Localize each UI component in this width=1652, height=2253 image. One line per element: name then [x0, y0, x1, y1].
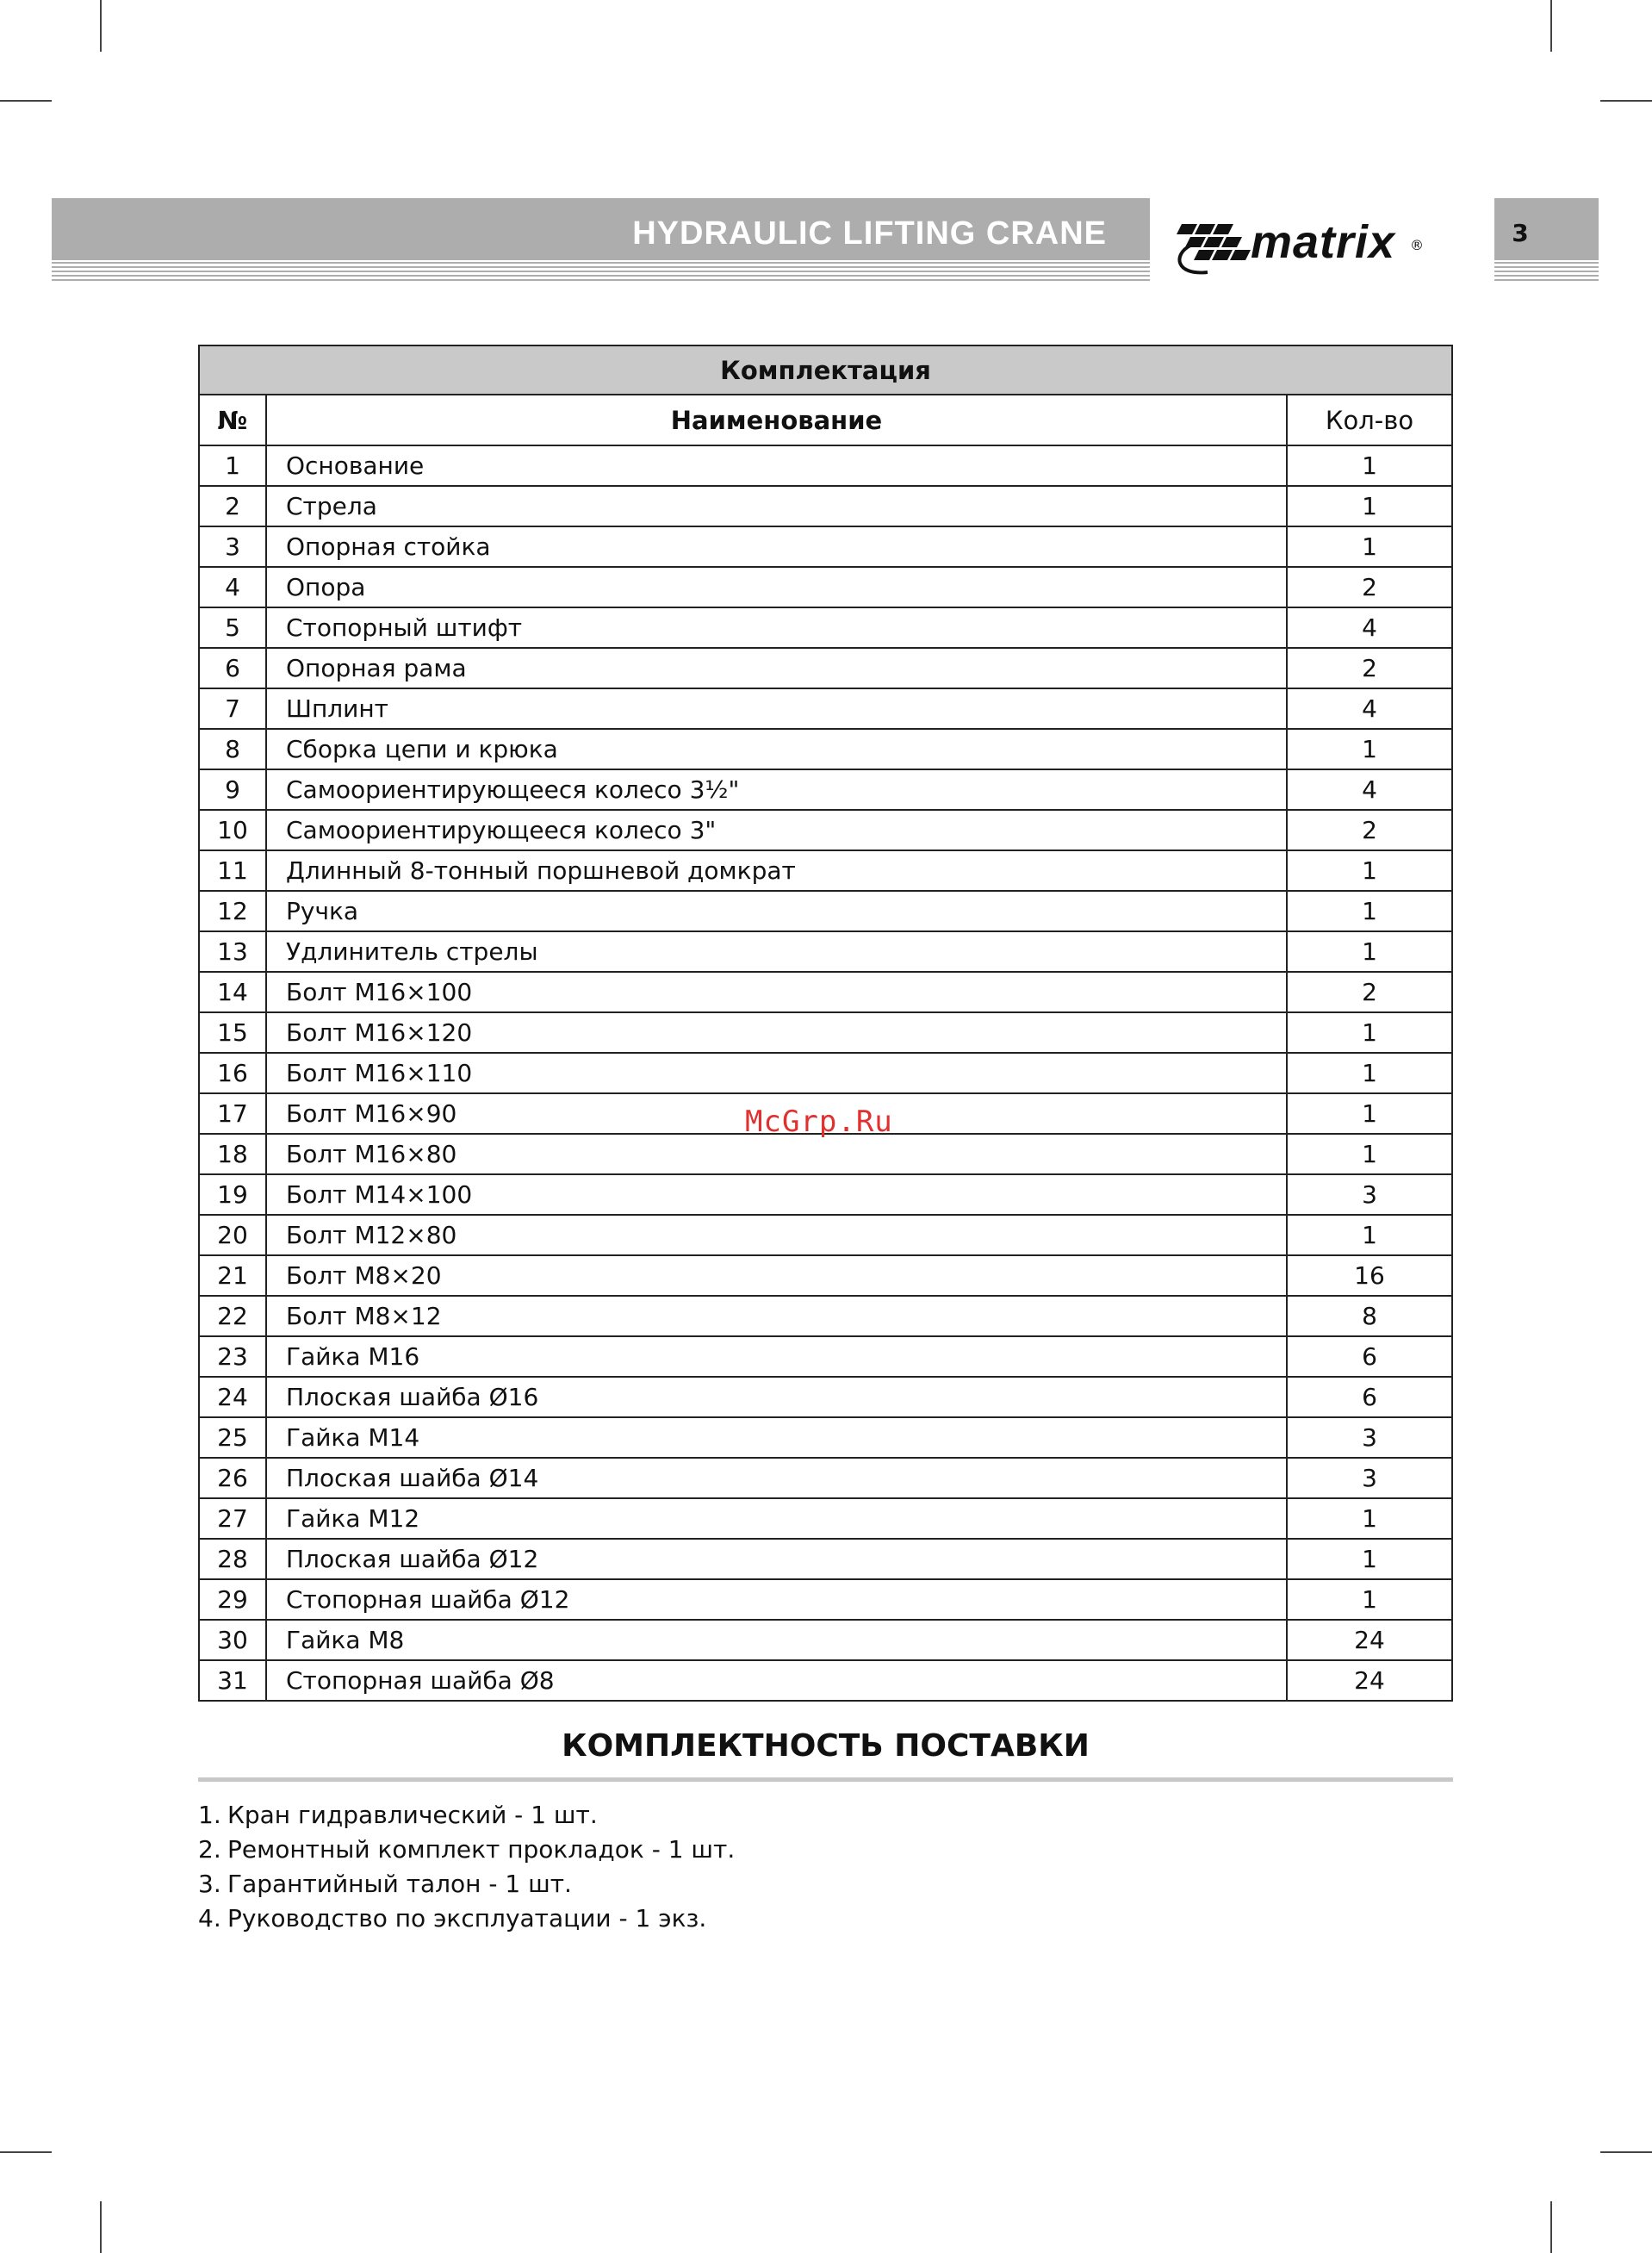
table-row	[199, 1336, 1452, 1377]
column-header-qty: Кол-во	[1287, 395, 1452, 445]
row-qty: 2	[1287, 810, 1452, 850]
table-row	[199, 1458, 1452, 1498]
table-row	[199, 1215, 1452, 1255]
list-item	[198, 1867, 735, 1901]
row-qty: 4	[1287, 607, 1452, 648]
row-name: Гайка М14	[266, 1417, 1287, 1458]
row-name: Плоская шайба Ø14	[266, 1458, 1287, 1498]
row-qty: 1	[1287, 931, 1452, 972]
row-qty: 24	[1287, 1660, 1452, 1701]
list-item-number: 3.	[198, 1870, 221, 1898]
row-qty: 1	[1287, 1053, 1452, 1093]
crop-mark	[0, 2151, 52, 2153]
row-qty: 16	[1287, 1255, 1452, 1296]
row-num: 13	[199, 931, 266, 972]
table-row	[199, 729, 1452, 769]
table-row	[199, 1539, 1452, 1579]
row-qty: 4	[1287, 769, 1452, 810]
row-qty: 2	[1287, 972, 1452, 1012]
table-row	[199, 1660, 1452, 1701]
list-item-number: 1.	[198, 1801, 221, 1829]
page-number-stripes	[1494, 262, 1599, 281]
row-name: Ручка	[266, 891, 1287, 931]
row-num: 7	[199, 688, 266, 729]
row-name: Опорная рама	[266, 648, 1287, 688]
row-name: Гайка М16	[266, 1336, 1287, 1377]
parts-table	[198, 345, 1453, 1702]
row-num: 30	[199, 1620, 266, 1660]
row-name: Опора	[266, 567, 1287, 607]
table-row	[199, 1579, 1452, 1620]
section-title: КОМПЛЕКТНОСТЬ ПОСТАВКИ	[562, 1728, 1090, 1764]
row-num: 4	[199, 567, 266, 607]
row-qty: 2	[1287, 567, 1452, 607]
list-item	[198, 1833, 735, 1867]
row-name: Плоская шайба Ø12	[266, 1539, 1287, 1579]
table-row	[199, 891, 1452, 931]
row-num: 23	[199, 1336, 266, 1377]
crop-mark	[0, 100, 52, 102]
row-name: Плоская шайба Ø16	[266, 1377, 1287, 1417]
row-num: 17	[199, 1093, 266, 1134]
watermark: McGrp.Ru	[745, 1105, 893, 1139]
row-qty: 1	[1287, 850, 1452, 891]
row-name: Гайка М8	[266, 1620, 1287, 1660]
row-qty: 3	[1287, 1174, 1452, 1215]
row-qty: 1	[1287, 1134, 1452, 1174]
row-qty: 1	[1287, 1012, 1452, 1053]
row-name: Шплинт	[266, 688, 1287, 729]
row-name: Стопорная шайба Ø8	[266, 1660, 1287, 1701]
brand-name: matrix	[1251, 216, 1396, 268]
table-row	[199, 486, 1452, 526]
section-divider	[198, 1777, 1453, 1782]
row-num: 28	[199, 1539, 266, 1579]
table-row	[199, 1417, 1452, 1458]
table-row	[199, 1053, 1452, 1093]
row-qty: 6	[1287, 1336, 1452, 1377]
row-qty: 1	[1287, 1215, 1452, 1255]
row-num: 26	[199, 1458, 266, 1498]
row-num: 24	[199, 1377, 266, 1417]
row-num: 12	[199, 891, 266, 931]
row-qty: 8	[1287, 1296, 1452, 1336]
document-title: HYDRAULIC LIFTING CRANE	[632, 215, 1107, 252]
row-qty: 24	[1287, 1620, 1452, 1660]
list-item-number: 4.	[198, 1904, 221, 1932]
table-row	[199, 1134, 1452, 1174]
row-num: 9	[199, 769, 266, 810]
row-name: Стопорный штифт	[266, 607, 1287, 648]
row-qty: 3	[1287, 1417, 1452, 1458]
row-num: 22	[199, 1296, 266, 1336]
row-num: 31	[199, 1660, 266, 1701]
list-item	[198, 1798, 735, 1833]
table-row	[199, 567, 1452, 607]
row-qty: 1	[1287, 486, 1452, 526]
row-qty: 1	[1287, 1539, 1452, 1579]
table-row	[199, 1255, 1452, 1296]
row-name: Сборка цепи и крюка	[266, 729, 1287, 769]
row-qty: 3	[1287, 1458, 1452, 1498]
row-qty: 1	[1287, 729, 1452, 769]
row-qty: 1	[1287, 445, 1452, 486]
table-row	[199, 526, 1452, 567]
row-name: Болт М16×100	[266, 972, 1287, 1012]
column-header-name: Наименование	[266, 395, 1287, 445]
row-num: 19	[199, 1174, 266, 1215]
row-name: Болт М8×12	[266, 1296, 1287, 1336]
header-stripes	[52, 262, 1150, 281]
row-num: 21	[199, 1255, 266, 1296]
crop-mark	[100, 0, 102, 52]
table-row	[199, 1174, 1452, 1215]
row-name: Гайка М12	[266, 1498, 1287, 1539]
row-name: Стрела	[266, 486, 1287, 526]
row-num: 1	[199, 445, 266, 486]
page-number-box	[1494, 198, 1599, 260]
row-num: 15	[199, 1012, 266, 1053]
table-row	[199, 1296, 1452, 1336]
row-num: 11	[199, 850, 266, 891]
row-name: Болт М16×90	[266, 1093, 1287, 1134]
crop-mark	[1550, 0, 1552, 52]
row-name: Болт М14×100	[266, 1174, 1287, 1215]
row-qty: 2	[1287, 648, 1452, 688]
table-row	[199, 607, 1452, 648]
row-num: 3	[199, 526, 266, 567]
crop-mark	[100, 2201, 102, 2253]
row-num: 25	[199, 1417, 266, 1458]
table-row	[199, 445, 1452, 486]
table-row	[199, 850, 1452, 891]
row-qty: 1	[1287, 526, 1452, 567]
row-name: Болт М8×20	[266, 1255, 1287, 1296]
list-item	[198, 1901, 735, 1936]
row-qty: 6	[1287, 1377, 1452, 1417]
row-num: 29	[199, 1579, 266, 1620]
row-num: 27	[199, 1498, 266, 1539]
list-item-text: Руководство по эксплуатации - 1 экз.	[227, 1904, 707, 1932]
table-row	[199, 769, 1452, 810]
row-name: Болт М16×110	[266, 1053, 1287, 1093]
row-name: Стопорная шайба Ø12	[266, 1579, 1287, 1620]
header-bar	[52, 198, 1150, 260]
row-name: Удлинитель стрелы	[266, 931, 1287, 972]
row-qty: 1	[1287, 1579, 1452, 1620]
row-num: 14	[199, 972, 266, 1012]
row-num: 5	[199, 607, 266, 648]
page-number: 3	[1512, 219, 1529, 247]
table-row	[199, 648, 1452, 688]
row-num: 18	[199, 1134, 266, 1174]
row-qty: 1	[1287, 891, 1452, 931]
table-row	[199, 810, 1452, 850]
table-row	[199, 1377, 1452, 1417]
row-name: Опорная стойка	[266, 526, 1287, 567]
row-name: Болт М12×80	[266, 1215, 1287, 1255]
table-row	[199, 972, 1452, 1012]
table-row	[199, 1620, 1452, 1660]
crop-mark	[1600, 2151, 1652, 2153]
column-header-num: №	[199, 395, 266, 445]
table-row	[199, 1012, 1452, 1053]
row-num: 16	[199, 1053, 266, 1093]
row-num: 10	[199, 810, 266, 850]
row-name: Основание	[266, 445, 1287, 486]
row-qty: 1	[1287, 1093, 1452, 1134]
row-num: 8	[199, 729, 266, 769]
crop-mark	[1550, 2201, 1552, 2253]
row-name: Болт М16×120	[266, 1012, 1287, 1053]
row-qty: 1	[1287, 1498, 1452, 1539]
row-name: Самоориентирующееся колесо 3"	[266, 810, 1287, 850]
registered-mark: ®	[1410, 237, 1424, 253]
row-name: Самоориентирующееся колесо 3½"	[266, 769, 1287, 810]
brand-logo	[1173, 207, 1432, 284]
list-item-number: 2.	[198, 1835, 221, 1864]
list-item-text: Ремонтный комплект прокладок - 1 шт.	[227, 1835, 736, 1864]
row-num: 6	[199, 648, 266, 688]
table-row	[199, 688, 1452, 729]
crop-mark	[1600, 100, 1652, 102]
supply-list	[198, 1798, 735, 1936]
matrix-grid-logo-icon	[1173, 215, 1255, 284]
list-item-text: Гарантийный талон - 1 шт.	[227, 1870, 572, 1898]
row-name: Длинный 8-тонный поршневой домкрат	[266, 850, 1287, 891]
table-caption: Комплектация	[199, 345, 1452, 395]
row-qty: 4	[1287, 688, 1452, 729]
row-num: 20	[199, 1215, 266, 1255]
table-row	[199, 931, 1452, 972]
list-item-text: Кран гидравлический - 1 шт.	[227, 1801, 598, 1829]
table-row	[199, 1498, 1452, 1539]
row-num: 2	[199, 486, 266, 526]
row-name: Болт М16×80	[266, 1134, 1287, 1174]
